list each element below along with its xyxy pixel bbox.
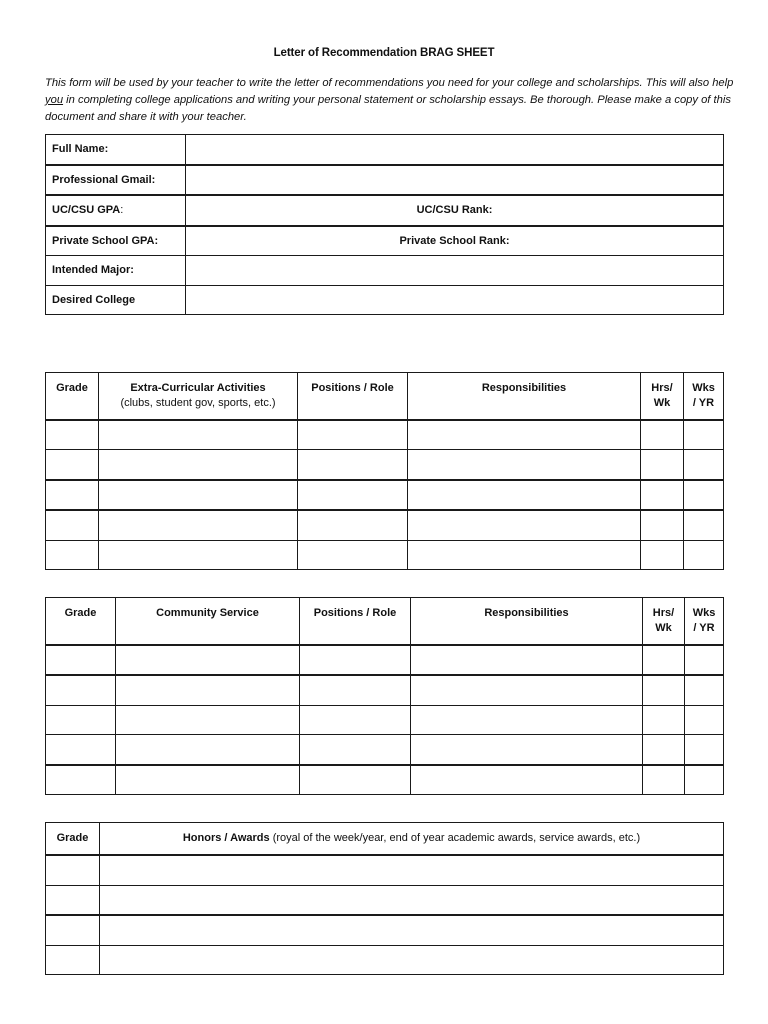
activity-cell[interactable]	[99, 450, 298, 480]
responsibilities-cell[interactable]	[408, 540, 641, 570]
table-row	[46, 510, 724, 540]
service-hrs-header	[643, 598, 685, 645]
activities-wks-line1: Wks	[692, 382, 715, 394]
uc-rank-label[interactable]: UC/CSU Rank:	[186, 195, 724, 226]
service-wks-line2: / YR	[693, 622, 715, 634]
honors-name-header	[100, 823, 724, 856]
activities-name-title: Extra-Curricular Activities	[130, 382, 266, 394]
role-cell[interactable]	[298, 510, 408, 540]
table-row	[46, 765, 724, 795]
role-cell[interactable]	[300, 705, 411, 735]
hrs-cell[interactable]	[643, 735, 685, 765]
table-row	[46, 420, 724, 450]
role-cell[interactable]	[300, 735, 411, 765]
wks-cell[interactable]	[684, 480, 724, 511]
role-cell[interactable]	[298, 540, 408, 570]
wks-cell[interactable]	[685, 705, 724, 735]
role-cell[interactable]	[300, 765, 411, 795]
wks-cell[interactable]	[685, 645, 724, 676]
grade-cell[interactable]	[46, 735, 116, 765]
private-row	[46, 226, 724, 256]
hrs-cell[interactable]	[641, 510, 684, 540]
responsibilities-cell[interactable]	[408, 420, 641, 450]
activities-resp-header: Responsibilities	[408, 373, 641, 420]
college-field[interactable]	[186, 285, 724, 315]
wks-cell[interactable]	[685, 735, 724, 765]
honors-cell[interactable]	[100, 915, 724, 945]
activities-hrs-header	[641, 373, 684, 420]
role-cell[interactable]	[298, 450, 408, 480]
table-row	[46, 915, 724, 945]
service-cell[interactable]	[116, 765, 300, 795]
wks-cell[interactable]	[684, 540, 724, 570]
service-role-header: Positions / Role	[300, 598, 411, 645]
service-wks-header	[685, 598, 724, 645]
role-cell[interactable]	[300, 645, 411, 676]
honors-cell[interactable]	[100, 855, 724, 885]
grade-cell[interactable]	[46, 480, 99, 511]
role-cell[interactable]	[300, 675, 411, 705]
service-grade-header: Grade	[46, 598, 116, 645]
honors-grade-header: Grade	[46, 823, 100, 856]
honors-description: (royal of the week/year, end of year academic awards, service awards, etc.)	[269, 832, 641, 844]
grade-cell[interactable]	[46, 765, 116, 795]
hrs-cell[interactable]	[641, 420, 684, 450]
grade-cell[interactable]	[46, 885, 100, 915]
role-cell[interactable]	[298, 420, 408, 450]
table-row	[46, 705, 724, 735]
uc-gpa-colon: :	[120, 204, 124, 217]
service-hrs-line1: Hrs/	[652, 607, 675, 619]
grade-cell[interactable]	[46, 915, 100, 945]
full-name-row	[46, 135, 724, 165]
major-row	[46, 256, 724, 286]
instructions	[45, 75, 735, 126]
activities-wks-line2: / YR	[692, 397, 715, 409]
service-cell[interactable]	[116, 645, 300, 676]
responsibilities-cell[interactable]	[408, 480, 641, 511]
table-row	[46, 885, 724, 915]
private-rank-label[interactable]: Private School Rank:	[186, 226, 724, 256]
wks-cell[interactable]	[685, 675, 724, 705]
wks-cell[interactable]	[684, 450, 724, 480]
wks-cell[interactable]	[685, 765, 724, 795]
responsibilities-cell[interactable]	[411, 675, 643, 705]
gmail-label: Professional Gmail:	[46, 165, 186, 196]
table-row	[46, 480, 724, 511]
grade-cell[interactable]	[46, 705, 116, 735]
responsibilities-cell[interactable]	[411, 735, 643, 765]
hrs-cell[interactable]	[643, 705, 685, 735]
table-row	[46, 735, 724, 765]
grade-cell[interactable]	[46, 450, 99, 480]
hrs-cell[interactable]	[643, 765, 685, 795]
activities-table	[45, 372, 724, 570]
gmail-row	[46, 165, 724, 196]
full-name-label: Full Name:	[46, 135, 186, 165]
instructions-part2: in completing college applications and writing your personal statement or scholarship essays. Be thorough. Please make a copy of this document and share it with your teacher.	[45, 94, 731, 123]
role-cell[interactable]	[298, 480, 408, 511]
hrs-cell[interactable]	[641, 450, 684, 480]
activities-role-header: Positions / Role	[298, 373, 408, 420]
activities-grade-header: Grade	[46, 373, 99, 420]
full-name-field[interactable]	[186, 135, 724, 165]
college-row	[46, 285, 724, 315]
service-hrs-line2: Wk	[655, 622, 672, 634]
uc-gpa-label-text: UC/CSU GPA	[52, 204, 121, 217]
activities-header-row	[46, 373, 724, 420]
service-name-header: Community Service	[116, 598, 300, 645]
table-row	[46, 675, 724, 705]
hrs-cell[interactable]	[643, 645, 685, 676]
major-label: Intended Major:	[46, 256, 186, 286]
table-row	[46, 645, 724, 676]
table-row	[46, 450, 724, 480]
instructions-part1: This form will be used by your teacher to write the letter of recommendations you need for your college and scholarships. This will also help	[45, 77, 734, 89]
private-gpa-label: Private School GPA:	[46, 226, 186, 256]
hrs-cell[interactable]	[641, 480, 684, 511]
honors-cell[interactable]	[100, 945, 724, 975]
service-resp-header: Responsibilities	[411, 598, 643, 645]
activity-cell[interactable]	[99, 540, 298, 570]
grade-cell[interactable]	[46, 510, 99, 540]
responsibilities-cell[interactable]	[411, 705, 643, 735]
responsibilities-cell[interactable]	[408, 450, 641, 480]
activities-hrs-line2: Wk	[653, 397, 671, 409]
grade-cell[interactable]	[46, 645, 116, 676]
honors-header-row	[46, 823, 724, 856]
honors-label: Honors / Awards	[182, 832, 270, 844]
service-wks-line1: Wks	[692, 607, 716, 619]
table-row	[46, 855, 724, 885]
responsibilities-cell[interactable]	[411, 765, 643, 795]
grade-cell[interactable]	[46, 540, 99, 570]
grade-cell[interactable]	[46, 855, 100, 885]
activities-name-header	[99, 373, 298, 420]
instructions-underlined: you	[45, 94, 64, 106]
student-info-table	[45, 134, 724, 315]
activities-hrs-line1: Hrs/	[651, 382, 673, 394]
activities-wks-header	[684, 373, 724, 420]
wks-cell[interactable]	[684, 420, 724, 450]
grade-cell[interactable]	[46, 675, 116, 705]
service-cell[interactable]	[116, 735, 300, 765]
community-service-table	[45, 597, 724, 795]
uc-row	[46, 195, 724, 226]
wks-cell[interactable]	[684, 510, 724, 540]
service-cell[interactable]	[116, 675, 300, 705]
table-row	[46, 540, 724, 570]
gmail-field[interactable]	[186, 165, 724, 196]
grade-cell[interactable]	[46, 420, 99, 450]
college-label: Desired College	[46, 285, 186, 315]
honors-awards-table	[45, 822, 724, 975]
page-title: Letter of Recommendation BRAG SHEET	[273, 47, 495, 59]
service-cell[interactable]	[116, 705, 300, 735]
responsibilities-cell[interactable]	[411, 645, 643, 676]
activity-cell[interactable]	[99, 420, 298, 450]
major-field[interactable]	[186, 256, 724, 286]
honors-cell[interactable]	[100, 885, 724, 915]
responsibilities-cell[interactable]	[408, 510, 641, 540]
hrs-cell[interactable]	[643, 675, 685, 705]
uc-gpa-label	[46, 195, 186, 226]
hrs-cell[interactable]	[641, 540, 684, 570]
grade-cell[interactable]	[46, 945, 100, 975]
table-row	[46, 945, 724, 975]
activity-cell[interactable]	[99, 510, 298, 540]
activity-cell[interactable]	[99, 480, 298, 511]
service-header-row	[46, 598, 724, 645]
activities-name-subtitle: (clubs, student gov, sports, etc.)	[120, 397, 276, 409]
